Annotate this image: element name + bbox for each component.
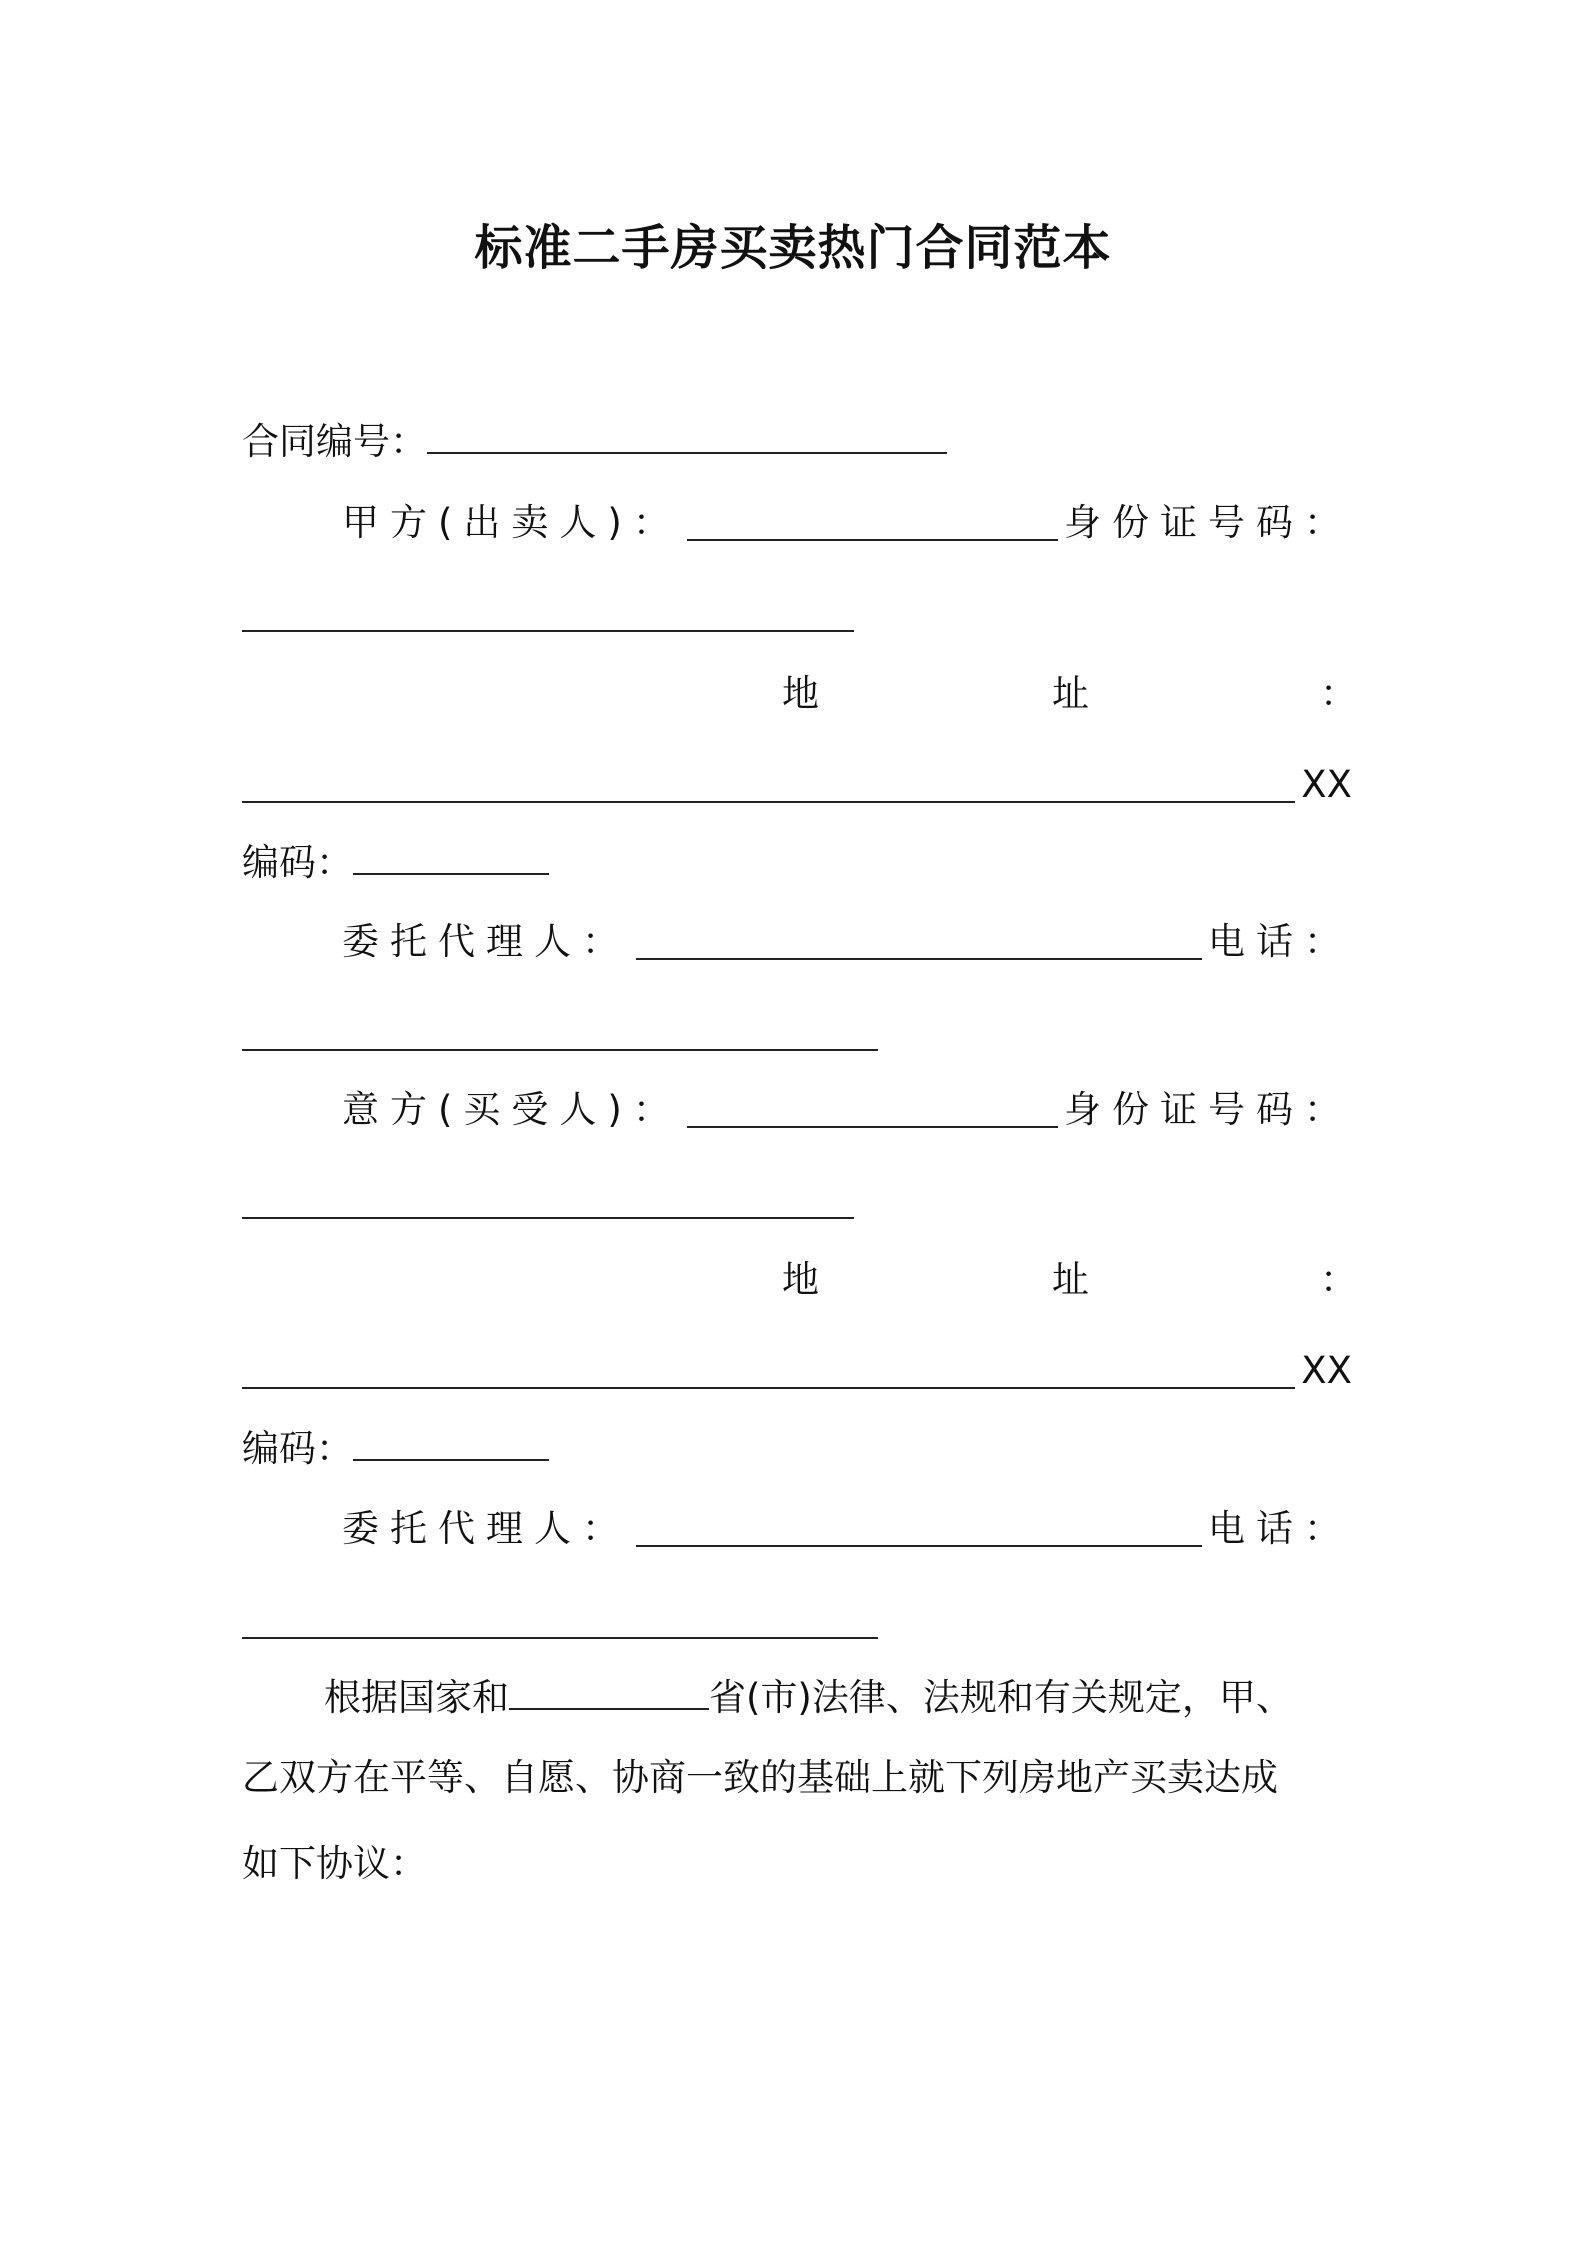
party-a-postal-blank[interactable] [353,833,549,875]
preamble-line-1 [242,1668,1352,1724]
party-b-row [342,1084,1352,1136]
party-b-address-char-2: 址 [1052,1258,1089,1301]
party-a-address-char-1: 地 [782,672,819,715]
party-b-address-char-1: 地 [782,1258,819,1301]
party-a-postal-label: 编码： [242,841,353,884]
party-a-address-blank[interactable] [242,801,1295,803]
party-a-label: 甲方(出卖人)： [342,501,681,544]
party-b-postal-prefix: XX [1301,1349,1352,1392]
party-b-address-blank[interactable] [242,1387,1295,1389]
party-b-postal-label: 编码： [242,1427,353,1470]
contract-number-label: 合同编号： [242,420,427,463]
party-a-agent-row [342,916,1352,968]
party-a-address-char-2: 址 [1052,672,1089,715]
party-b-id-blank[interactable] [242,1217,854,1219]
party-a-postal-prefix: XX [1301,763,1352,806]
preamble-text-2: 省(市)法律、法规和有关规定，甲、 [709,1676,1293,1719]
preamble-line-2: 乙双方在平等、自愿、协商一致的基础上就下列房地产买卖达成 [242,1756,1278,1799]
province-blank[interactable] [509,1668,709,1710]
party-a-address-line [242,759,1352,811]
party-b-label: 意方(买受人)： [342,1088,681,1131]
party-a-agent-label: 委托代理人： [342,920,630,963]
party-b-agent-label: 委托代理人： [342,1507,630,1550]
party-b-agent-blank[interactable] [636,1545,1202,1547]
party-a-address-row [242,668,1357,720]
preamble-line-3: 如下协议： [242,1842,427,1885]
party-a-phone-label: 电话： [1208,920,1352,963]
party-b-name-blank[interactable] [687,1126,1058,1128]
party-b-phone-blank[interactable] [242,1637,878,1639]
party-b-postal-row [242,1419,1352,1471]
party-b-address-row [242,1254,1357,1306]
party-a-agent-blank[interactable] [636,958,1202,960]
party-a-address-colon: ： [1320,672,1357,715]
party-b-agent-row [342,1503,1352,1555]
party-a-row [342,497,1352,549]
contract-number-row [242,412,1352,464]
party-a-id-label: 身份证号码： [1064,501,1352,544]
party-b-postal-blank[interactable] [353,1419,549,1461]
party-b-id-label: 身份证号码： [1064,1088,1352,1131]
party-b-address-line [242,1345,1352,1397]
party-b-phone-label: 电话： [1208,1507,1352,1550]
party-b-address-colon: ： [1320,1258,1357,1301]
document-title: 标准二手房买卖热门合同范本 [474,220,1112,276]
party-a-id-blank[interactable] [242,630,854,632]
preamble-text-1: 根据国家和 [324,1676,509,1719]
party-a-postal-row [242,833,1352,885]
contract-number-blank[interactable] [427,412,947,454]
party-a-phone-blank[interactable] [242,1049,878,1051]
party-a-name-blank[interactable] [687,539,1058,541]
